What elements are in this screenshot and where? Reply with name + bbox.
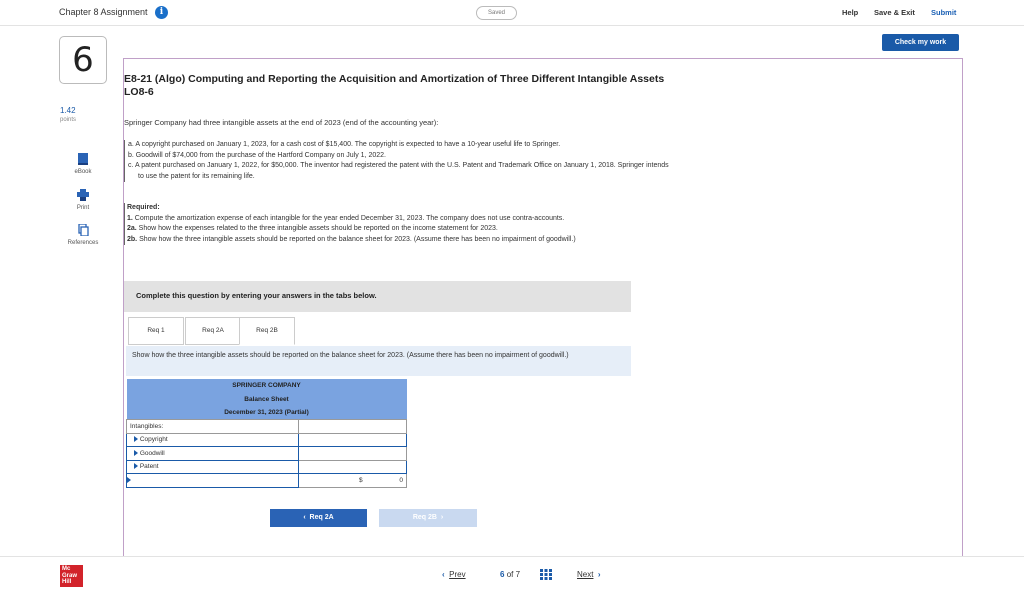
tab-req-2b[interactable]: Req 2B xyxy=(239,317,295,345)
question-intro: Springer Company had three intangible assets at the end of 2023 (end of the accounting year): xyxy=(124,118,439,127)
patent-label[interactable]: Patent xyxy=(127,460,299,474)
complete-instructions-bar xyxy=(124,281,631,312)
asset-item-c: c. A patent purchased on January 1, 2022, for $50,000. The inventor had registered the patent with the U.S. Patent and Trademark Office on January 1, 2018. Springer intends to use the patent for its remaining life. xyxy=(128,162,669,180)
prev-req-button[interactable]: ‹ Req 2A xyxy=(270,509,367,527)
patent-amount-input[interactable] xyxy=(299,460,407,474)
statement-date: December 31, 2023 (Partial) xyxy=(127,406,407,420)
asset-item-a: a. A copyright purchased on January 1, 2023, for a cash cost of $15,400. The copyright is expected to have a 10-year useful life to Springer. xyxy=(128,141,561,148)
complete-instructions-text: Complete this question by entering your answers in the tabs below. xyxy=(136,291,377,300)
tab-instruction: Show how the three intangible assets should be reported on the balance sheet for 2023. (Assume there has been no impairment of goodwill.) xyxy=(126,346,631,376)
requirement-1: 1. Compute the amortization expense of each intangible for the year ended December 31, 2023. The company does not use contra-accounts. xyxy=(127,214,565,222)
ebook-label: eBook xyxy=(74,169,92,175)
question-title: E8-21 (Algo) Computing and Reporting the Acquisition and Amortization of Three Different Intangible Assets LO8-6 xyxy=(124,73,665,98)
ebook-icon xyxy=(76,153,90,165)
total-amount xyxy=(299,474,407,488)
references-label: References xyxy=(67,240,99,246)
chevron-right-icon: › xyxy=(597,570,601,579)
print-icon xyxy=(76,189,90,201)
tab-req-2a[interactable]: Req 2A xyxy=(185,317,241,345)
amount-cell xyxy=(299,420,407,434)
next-req-button[interactable]: Req 2B › xyxy=(379,509,477,527)
required-heading: Required: xyxy=(127,204,160,211)
section-label: Intangibles: xyxy=(127,420,299,434)
grid-icon[interactable] xyxy=(540,569,552,580)
table-row xyxy=(127,433,407,447)
points-label: points xyxy=(60,117,77,123)
print-label: Print xyxy=(76,205,90,211)
print-tool[interactable] xyxy=(58,189,108,211)
assignment-title: Chapter 8 Assignment xyxy=(59,7,148,17)
total-currency: $ xyxy=(359,477,363,484)
total-value: 0 xyxy=(399,477,403,484)
goodwill-label[interactable]: Goodwill xyxy=(127,447,299,461)
requirements xyxy=(124,203,679,245)
table-row xyxy=(127,460,407,474)
requirement-2a: 2a. Show how the expenses related to the three intangible assets should be reported on the income statement for 2023. xyxy=(127,225,498,232)
total-label-input[interactable] xyxy=(127,474,299,488)
asset-list xyxy=(124,140,669,182)
prev-question-link[interactable]: ‹ Prev xyxy=(442,570,466,579)
info-icon[interactable]: i xyxy=(155,6,168,19)
references-icon xyxy=(76,224,90,236)
requirement-2b: 2b. Show how the three intangible assets should be reported on the balance sheet for 2023. (Assume there has been no impairment of goodwill.) xyxy=(127,235,576,243)
check-my-work-button[interactable]: Check my work xyxy=(882,34,959,51)
question-counter: 6 of 7 xyxy=(500,570,521,579)
dropdown-marker-icon xyxy=(134,436,138,442)
mcgraw-hill-logo: Mc Graw Hill xyxy=(60,565,83,587)
copyright-label[interactable]: Copyright xyxy=(127,433,299,447)
tab-req-1[interactable]: Req 1 xyxy=(128,317,184,345)
save-exit-link[interactable]: Save & Exit xyxy=(874,8,915,17)
statement-name: Balance Sheet xyxy=(127,393,407,407)
points-value: 1.42 xyxy=(60,106,76,115)
table-row xyxy=(127,447,407,461)
dropdown-marker-icon xyxy=(127,477,131,483)
goodwill-amount-input[interactable] xyxy=(299,447,407,461)
table-row xyxy=(127,474,407,488)
chevron-right-icon: › xyxy=(440,514,444,521)
table-row xyxy=(127,420,407,434)
references-tool[interactable] xyxy=(58,224,108,246)
chevron-left-icon: ‹ xyxy=(303,514,306,521)
question-number: 6 xyxy=(59,36,107,84)
next-question-link[interactable]: Next › xyxy=(577,570,601,579)
copyright-amount-input[interactable] xyxy=(299,433,407,447)
balance-sheet-table xyxy=(126,379,407,488)
help-link[interactable]: Help xyxy=(842,8,859,17)
ebook-tool[interactable] xyxy=(58,153,108,175)
top-bar xyxy=(0,0,1024,26)
chevron-left-icon: ‹ xyxy=(442,570,445,579)
asset-item-b: b. Goodwill of $74,000 from the purchase of the Hartford Company on July 1, 2022. xyxy=(128,151,386,159)
company-name: SPRINGER COMPANY xyxy=(127,379,407,393)
submit-link[interactable]: Submit xyxy=(931,8,957,17)
dropdown-marker-icon xyxy=(134,450,138,456)
saved-status: Saved xyxy=(476,6,517,20)
dropdown-marker-icon xyxy=(134,463,138,469)
